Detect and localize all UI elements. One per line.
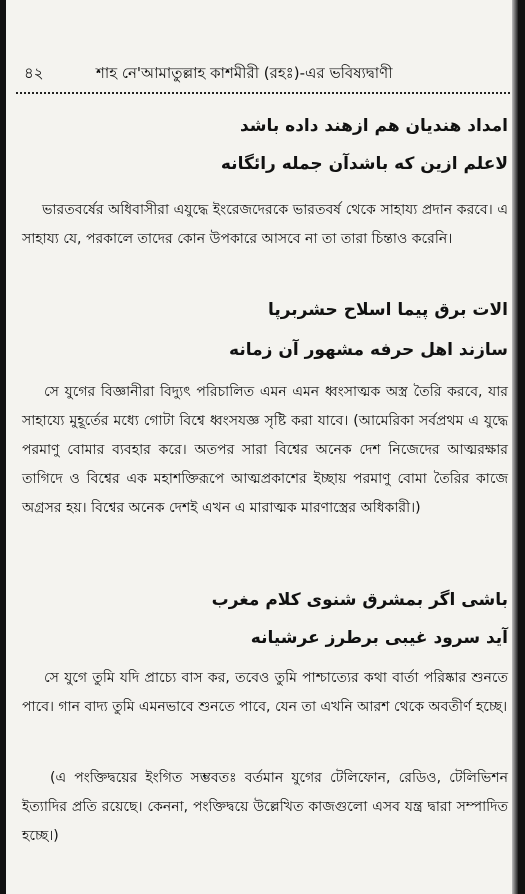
verse-line-6: آید سرود غیبی برطرز عرشیانه [250, 628, 508, 648]
page-edge-shadow [512, 0, 518, 894]
book-page [6, 0, 518, 894]
verse-line-4: سازند اهل حرفه مشهور آن زمانه [229, 340, 508, 360]
paragraph-2: সে যুগের বিজ্ঞানীরা বিদ্যুৎ পরিচালিত এমন এমন ধ্বংসাত্মক অস্ত্র তৈরি করবে, যার সাহায্যে মুহূর্তের মধ্যে গোটা বিশ্বে ধ্বংসযজ্ঞ সৃষ্টি করা যাবে। (আমেরিকা সর্বপ্রথম এ যুদ্ধে পরমাণু বোমার ব্যবহার করে। অতপর সারা বিশ্বের অনেক দেশ নিজেদের আত্মরক্ষার তাগিদে ও বিশ্বের এক মহাশক্তিরূপে আত্মপ্রকাশের ইচ্ছায় পরমাণু বোমা তৈরির কাজে অগ্রসর হয়। বিশ্বের অনেক দেশই এখন এ মারাত্মক মারণাস্ত্রের অধিকারী।) [22, 384, 508, 516]
verse-line-2: لاعلم ازین که باشدآن جمله رائگانه [220, 154, 508, 174]
page-number: ৪২ [24, 64, 44, 82]
paragraph-3: সে যুগে তুমি যদি প্রাচ্যে বাস কর, তবেও তুমি পাশ্চাত্যের কথা বার্তা পরিষ্কার শুনতে পাবে। গান বাদ্য তুমি এমনভাবে শুনতে পাবে, যেন তা এখনি আরশ থেকে অবতীর্ণ হচ্ছে। [22, 670, 508, 715]
paragraph-1: ভারতবর্ষের অধিবাসীরা এযুদ্ধে ইংরেজদেরকে ভারতবর্ষ থেকে সাহায্য প্রদান করবে। এ সাহায্য যে, পরকালে তাদের কোন উপকারে আসবে না তা তারা চিন্তাও করেনি। [22, 202, 508, 247]
header-divider [16, 92, 510, 94]
verse-line-5: باشی اگر بمشرق شنوی کلام مغرب [211, 590, 508, 610]
verse-line-1: امداد هندیان هم ازهند داده باشد [239, 116, 508, 136]
paragraph-4: (এ পংক্তিদ্বয়ের ইংগিত সম্ভবতঃ বর্তমান যুগের টেলিফোন, রেডিও, টেলিভিশন ইত্যাদির প্রতি রয়েছে। কেননা, পংক্তিদ্বয়ে উল্লেখিত কাজগুলো এসব যন্ত্র দ্বারা সম্পাদিত হচ্ছে।) [22, 770, 508, 844]
page-header [20, 62, 510, 88]
verse-line-3: الات برق پیما اسلاح حشربرپا [267, 300, 508, 320]
running-title: শাহ নে'আমাতুল্লাহ কাশমীরী (রহঃ)-এর ভবিষ্যদ্বাণী [96, 64, 393, 82]
